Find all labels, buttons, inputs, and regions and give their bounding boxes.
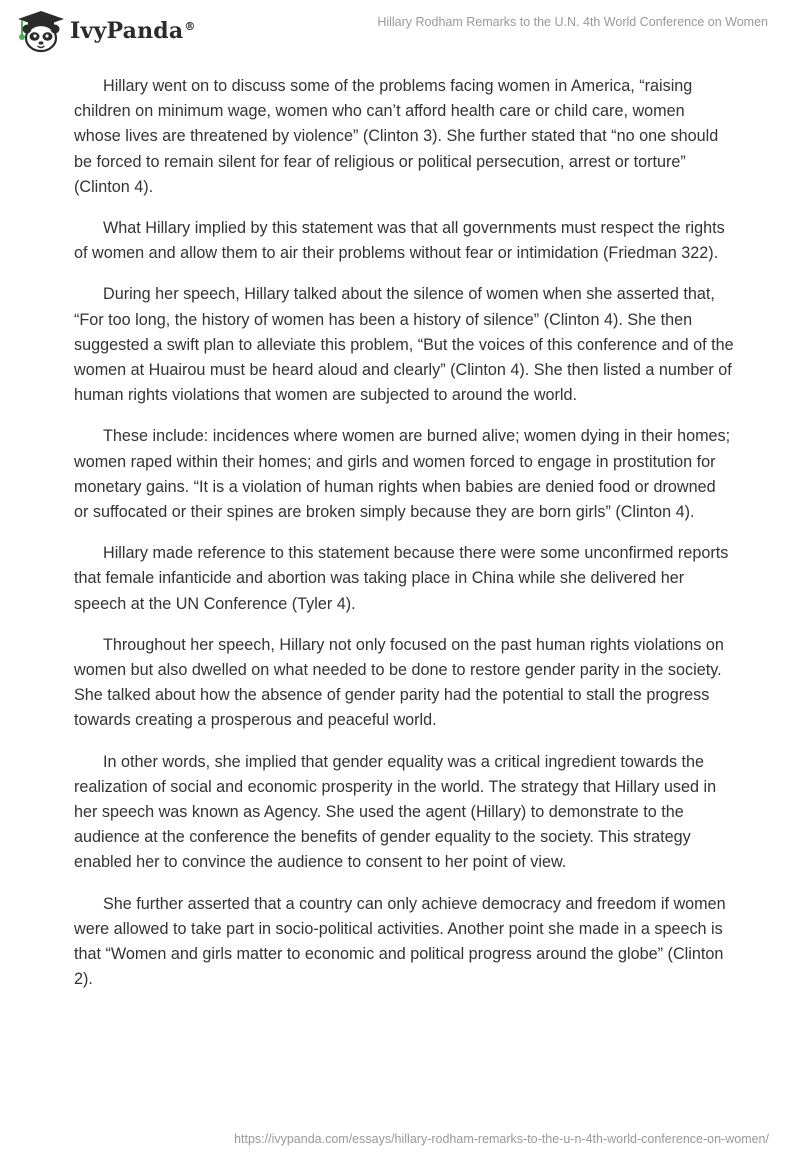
document-title: Hillary Rodham Remarks to the U.N. 4th World Conference on Women: [377, 15, 768, 29]
brand-name: IvyPanda®: [70, 18, 196, 44]
source-url[interactable]: https://ivypanda.com/essays/hillary-rodham-remarks-to-the-u-n-4th-world-conference-on-women/: [234, 1132, 769, 1146]
ivypanda-logo[interactable]: [14, 9, 196, 53]
paragraph-4: These include: incidences where women are burned alive; women dying in their homes; women raped within their homes; and girls and women forced to engage in prostitution for monetary gains. “It is a violation of human rights when babies are denied food or drowned or suffocated or their spines are broken simply because they are born girls” (Clinton 4).: [74, 427, 731, 522]
paragraph-5: Hillary made reference to this statement because there were some unconfirmed reports that female infanticide and abortion was taking place in China while she delivered her speech at the UN Conference (Tyler 4).: [74, 544, 729, 613]
paragraph-1: Hillary went on to discuss some of the problems facing women in America, “raising children on minimum wage, women who can’t afford health care or child care, women whose lives are threatened by violence” (Clinton 3). She further stated that “no one should be forced to remain silent for fear of religious or political persecution, arrest or torture” (Clinton 4).: [74, 77, 719, 196]
paragraph-8: She further asserted that a country can only achieve democracy and freedom if women were allowed to take part in socio-political activities. Another point she made in a speech is that “Women and girls matter to economic and political progress around the globe” (Clinton 2).: [74, 894, 726, 989]
paragraph-6: Throughout her speech, Hillary not only focused on the past human rights violations on women but also dwelled on what needed to be done to restore gender parity in the society. She talked about how the absence of gender parity had the potential to stall the progress towards creating a prosperous and peaceful world.: [74, 635, 724, 730]
panda-logo-icon: [14, 9, 68, 53]
essay-body: [74, 74, 734, 1009]
paragraph-3: During her speech, Hillary talked about the silence of women when she asserted that, “For too long, the history of women has been a history of silence” (Clinton 4). She then suggested a swift plan to alleviate this problem, “But the voices of this conference and of the women at Huairou must be heard aloud and clearly” (Clinton 4). She then listed a number of human rights violations that women are subjected to around the world.: [74, 285, 734, 405]
page-header: [0, 0, 800, 60]
paragraph-7: In other words, she implied that gender equality was a critical ingredient towards the realization of social and economic prosperity in the world. The strategy that Hillary used in her speech was known as Agency. She used the agent (Hillary) to demonstrate to the audience at the conference the benefits of gender equality to the society. This strategy enabled her to convince the audience to consent to her point of view.: [74, 752, 717, 872]
registered-mark: ®: [184, 19, 196, 33]
paragraph-2: What Hillary implied by this statement was that all governments must respect the rights of women and allow them to air their problems without fear or intimidation (Friedman 322).: [74, 219, 725, 263]
